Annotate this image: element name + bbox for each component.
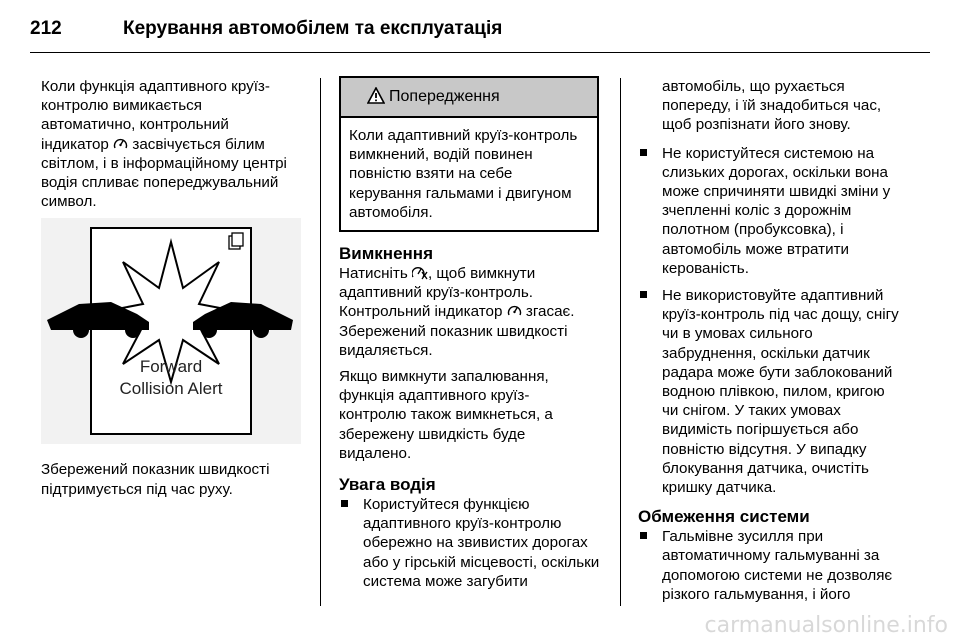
column-1 <box>41 77 306 506</box>
warning-box <box>339 76 599 232</box>
warning-triangle-icon <box>367 87 385 104</box>
bullet-marker <box>640 149 647 156</box>
header-rule <box>30 52 930 53</box>
bullet-marker <box>640 291 647 298</box>
page-number: 212 <box>30 18 62 39</box>
figure-label-line2: Collision Alert <box>119 379 223 399</box>
bullet-item: Не використовуйте адаптивний круїз-контроль під час дощу, снігу чи в умовах сильного забруднення, оскільки датчик радара може бути заблокований водною плівкою, пилом, кригою чи снігом. У таких умовах видимість погіршується або повністю відсутня. У випадку блокування датчика, очистіть кришку датчика. <box>638 286 938 497</box>
off-paragraph: Натисніть , щоб вимкнути адаптивний круїз-контроль. Контрольний індикатор згасає. Збережений показник швидкості видаляється. <box>339 265 575 359</box>
column-divider <box>620 78 621 606</box>
bullet-item: Користуйтеся функцією адаптивного круїз-контролю обережно на звивистих дорогах або у гірській місцевості, оскільки система може загубити <box>339 495 604 591</box>
forward-collision-alert-figure <box>41 218 301 444</box>
continued-bullet-text: автомобіль, що рухається попереду, і їй знадобиться час, щоб розпізнати його знову. <box>662 78 882 134</box>
bullet-item: Гальмівне зусилля при автоматичному гальмуванні за допомогою системи не дозволяє різкого гальмування, і його <box>638 527 938 604</box>
watermark-link[interactable]: carmanualsonline.info <box>704 613 948 638</box>
bullet-marker <box>341 500 348 507</box>
column-divider <box>320 78 321 606</box>
section-heading-off: Вимкнення <box>339 244 433 264</box>
warning-body: Коли адаптивний круїз-контроль вимкнений, водій повинен повністю взяти на себе керування гальмами і двигуном автомобіля. <box>349 127 578 221</box>
warning-title: Попередження <box>389 88 500 105</box>
cruise-indicator-icon <box>113 136 128 151</box>
section-heading-limits: Обмеження системи <box>638 507 810 527</box>
ignition-paragraph: Якщо вимкнути запалювання, функція адаптивного круїз- контролю також вимкнеться, а збережену швидкість буде видалено. <box>339 368 553 462</box>
intro-paragraph: Коли функція адаптивного круїз- контролю вимикається автоматично, контрольний індикатор засвічується білим світлом, і в інформаційному центрі водія спливає попереджувальний символ. <box>41 78 287 211</box>
column-3 <box>638 77 938 609</box>
section-heading-attention: Увага водія <box>339 475 436 495</box>
collision-alert-display <box>41 218 301 444</box>
bullet-marker <box>640 532 647 539</box>
page-title: Керування автомобілем та експлуатація <box>123 18 503 39</box>
figure-label-line1: Forward <box>139 357 203 377</box>
warning-header <box>341 78 597 118</box>
cruise-cancel-button-icon <box>412 266 428 280</box>
speed-note-paragraph: Збережений показник швидкості підтримується під час руху. <box>41 461 270 498</box>
cruise-indicator-icon <box>507 303 522 318</box>
column-2 <box>339 76 604 596</box>
bullet-item: Не користуйтеся системою на слизьких дорогах, оскільки вона може спричиняти швидкі зміни у зчепленні коліс з дорожнім полотном (пробуксовка), і автомобіль може втратити керованість. <box>638 144 938 278</box>
